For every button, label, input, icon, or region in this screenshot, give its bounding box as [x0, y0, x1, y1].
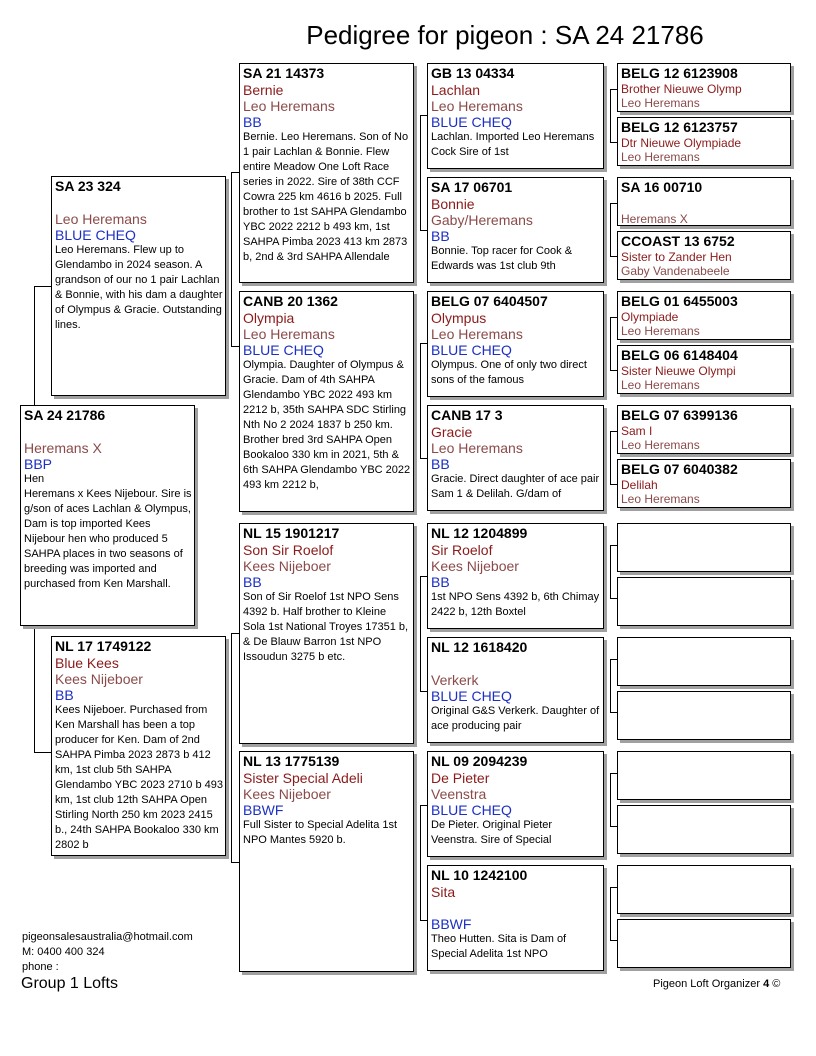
- pigeon-name: Sister Special Adeli: [243, 770, 363, 786]
- pedigree-notes: 1st NPO Sens 4392 b, 6th Chimay 2422 b, 12th Boxtel: [431, 591, 600, 618]
- ddd-card[interactable]: [427, 865, 604, 971]
- breeder: Leo Heremans: [621, 378, 700, 392]
- breeder: Heremans X: [621, 212, 688, 226]
- connector-line: [420, 805, 427, 806]
- contact-mobile: M: 0400 400 324: [22, 946, 105, 958]
- pigeon-name: Sister Nieuwe Olympi: [621, 364, 736, 378]
- ring-number: BELG 07 6404507: [431, 293, 548, 309]
- connector-line: [34, 752, 51, 753]
- g4-card-empty[interactable]: [617, 637, 791, 686]
- pigeon-name: Olympia: [243, 310, 295, 326]
- pigeon-name: De Pieter: [431, 770, 490, 786]
- connector-line: [420, 691, 427, 692]
- ring-number: CANB 20 1362: [243, 293, 338, 309]
- g4-card-empty[interactable]: [617, 577, 791, 626]
- connector-line: [231, 862, 239, 863]
- connector-line: [610, 773, 617, 774]
- connector-line: [610, 431, 617, 432]
- pigeon-color: BB: [243, 114, 262, 130]
- breeder: Leo Heremans: [431, 326, 523, 342]
- footer-version: 4: [763, 978, 770, 990]
- breeder: Verkerk: [431, 672, 479, 688]
- breeder: Leo Heremans: [621, 492, 700, 506]
- dam-sire-card[interactable]: [239, 523, 414, 744]
- pigeon-color: BB: [243, 574, 262, 590]
- connector-line: [420, 920, 427, 921]
- pigeon-name: [621, 196, 788, 212]
- page-title: Pedigree for pigeon : SA 24 21786: [306, 20, 704, 50]
- pedigree-notes: Full Sister to Special Adelita 1st NPO Mantes 5920 b.: [243, 819, 398, 846]
- pigeon-name: Brother Nieuwe Olymp: [621, 82, 742, 96]
- ring-number: NL 13 1775139: [243, 753, 340, 769]
- pedigree-notes: Original G&S Verkerk. Daughter of ace producing pair: [431, 705, 600, 732]
- connector-line: [34, 626, 35, 752]
- contact-info: [22, 930, 193, 975]
- breeder: Leo Heremans: [621, 324, 700, 338]
- ring-number: BELG 12 6123757: [621, 119, 738, 135]
- footer-copyright: ©: [772, 978, 781, 990]
- pigeon-color: BBP: [24, 456, 53, 472]
- connector-line: [610, 142, 617, 143]
- pigeon-name: Son Sir Roelof: [243, 542, 334, 558]
- breeder: Kees Nijeboer: [55, 671, 143, 687]
- connector-line: [610, 545, 611, 599]
- ring-number: NL 12 1204899: [431, 525, 528, 541]
- breeder: Gaby Vandenabeele: [621, 264, 730, 278]
- connector-line: [610, 887, 617, 888]
- g4-card[interactable]: [617, 231, 791, 280]
- g4-card[interactable]: [617, 405, 791, 454]
- connector-line: [420, 576, 421, 692]
- connector-line: [34, 286, 35, 405]
- g4-card-empty[interactable]: [617, 751, 791, 800]
- connector-line: [231, 633, 239, 634]
- pigeon-name: Lachlan: [431, 82, 481, 98]
- connector-line: [610, 431, 611, 485]
- pigeon-color: BLUE CHEQ: [431, 802, 512, 818]
- software-footer: [653, 978, 780, 990]
- sdd-card[interactable]: [427, 405, 604, 511]
- pigeon-color: BBWF: [243, 802, 284, 818]
- connector-line: [420, 343, 421, 459]
- ring-number: SA 24 21786: [24, 407, 106, 423]
- g4-card-empty[interactable]: [617, 805, 791, 854]
- breeder: Leo Heremans: [243, 326, 335, 342]
- connector-line: [610, 203, 611, 257]
- dds-card[interactable]: [427, 751, 604, 857]
- dss-card[interactable]: [427, 523, 604, 629]
- sss-card[interactable]: [427, 63, 604, 169]
- footer-app-name: Pigeon Loft Organizer: [653, 978, 761, 990]
- g4-card[interactable]: [617, 345, 791, 394]
- pedigree-notes: Lachlan. Imported Leo Heremans Cock Sire of 1st: [431, 131, 595, 158]
- pigeon-name: Bernie: [243, 82, 284, 98]
- contact-email[interactable]: pigeonsalesaustralia@hotmail.com: [22, 931, 193, 943]
- pigeon-name: [431, 656, 601, 672]
- pigeon-color: BLUE CHEQ: [431, 114, 512, 130]
- connector-line: [420, 343, 427, 344]
- connector-line: [420, 576, 427, 577]
- pedigree-notes: Gracie. Direct daughter of ace pair Sam 1 & Delilah. G/dam of: [431, 473, 600, 500]
- g4-card[interactable]: [617, 117, 791, 166]
- connector-line: [610, 545, 617, 546]
- pigeon-name: [24, 424, 192, 440]
- connector-line: [420, 230, 427, 231]
- pedigree-notes: Leo Heremans. Flew up to Glendambo in 2024 season. A grandson of our no 1 pair Lachlan & Bonnie, with his dam a daughter of Olympus & Gracie. Outstanding lines.: [55, 244, 223, 331]
- breeder: Gaby/Heremans: [431, 212, 533, 228]
- loft-name: Group 1 Lofts: [21, 975, 118, 992]
- ring-number: BELG 06 6148404: [621, 347, 738, 363]
- connector-line: [610, 940, 617, 941]
- connector-line: [610, 659, 617, 660]
- dam-card[interactable]: [51, 636, 226, 856]
- connector-line: [420, 458, 427, 459]
- pedigree-notes: De Pieter. Original Pieter Veenstra. Sire of Special: [431, 819, 553, 846]
- breeder: Leo Heremans: [621, 96, 700, 110]
- pigeon-color: BLUE CHEQ: [243, 342, 324, 358]
- connector-line: [610, 317, 611, 371]
- g4-card[interactable]: [617, 459, 791, 508]
- ring-number: NL 12 1618420: [431, 639, 528, 655]
- dsd-card[interactable]: [427, 637, 604, 743]
- connector-line: [610, 887, 611, 941]
- ring-number: SA 23 324: [55, 178, 121, 194]
- connector-line: [610, 712, 617, 713]
- connector-line: [34, 286, 51, 287]
- breeder: Leo Heremans: [431, 98, 523, 114]
- connector-line: [420, 115, 427, 116]
- connector-line: [610, 203, 617, 204]
- pigeon-name: Bonnie: [431, 196, 475, 212]
- breeder: Kees Nijeboer: [243, 558, 331, 574]
- g4-card-empty[interactable]: [617, 919, 791, 968]
- ring-number: CANB 17 3: [431, 407, 503, 423]
- connector-line: [610, 659, 611, 713]
- connector-line: [231, 633, 232, 863]
- breeder: Leo Heremans: [243, 98, 335, 114]
- pedigree-notes: Son of Sir Roelof 1st NPO Sens 4392 b. Half brother to Kleine Sola 1st National Troyes 17351 b, & De Blauw Barron 1st NPO Issoudun 3275 b etc.: [243, 591, 409, 663]
- subject-pigeon-card[interactable]: [20, 405, 195, 626]
- sire-sire-card[interactable]: [239, 63, 414, 283]
- ring-number: SA 16 00710: [621, 179, 703, 195]
- pigeon-name: Olympus: [431, 310, 487, 326]
- pedigree-notes: Bernie. Leo Heremans. Son of No 1 pair Lachlan & Bonnie. Flew entire Meadow One Loft Race series in 2022. Sire of 38th CCF Cowra 225 km 4616 b 2025. Full brother to 1st SAHPA Glendambo YBC 2022 2212 b 493 km, 1st SAHPA Pimba 2023 413 km 2873 b, 2nd & 3rd SAHPA Allendale: [243, 131, 409, 263]
- ring-number: NL 10 1242100: [431, 867, 528, 883]
- pigeon-name: Sam I: [621, 424, 653, 438]
- breeder: Kees Nijeboer: [431, 558, 519, 574]
- ring-number: BELG 07 6040382: [621, 461, 738, 477]
- pedigree-notes: Kees Nijeboer. Purchased from Ken Marshall has been a top producer for Ken. Dam of 2nd SAHPA Pimba 2023 2873 b 412 km, 1st club 5th SAHPA Glendambo YBC 2023 2710 b 493 km, 1st club 12th SAHPA Open Stirling North 250 km 2023 2415 b., 24th SAHPA Bookaloo 330 km 2802 b: [55, 704, 223, 851]
- ring-number: GB 13 04334: [431, 65, 515, 81]
- connector-line: [610, 484, 617, 485]
- pigeon-name: Olympiade: [621, 310, 679, 324]
- breeder: Leo Heremans: [621, 150, 700, 164]
- ssd-card[interactable]: [427, 177, 604, 283]
- pedigree-notes: Theo Hutten. Sita is Dam of Special Adelita 1st NPO: [431, 933, 567, 960]
- connector-line: [610, 598, 617, 599]
- ring-number: BELG 01 6455003: [621, 293, 738, 309]
- g4-card[interactable]: [617, 291, 791, 340]
- g4-card[interactable]: [617, 63, 791, 112]
- breeder: Heremans X: [24, 440, 102, 456]
- pigeon-name: Dtr Nieuwe Olympiade: [621, 136, 742, 150]
- breeder: Leo Heremans: [431, 440, 523, 456]
- pigeon-color: BBWF: [431, 916, 472, 932]
- ring-number: NL 09 2094239: [431, 753, 528, 769]
- sire-dam-card[interactable]: [239, 291, 414, 512]
- pigeon-name: Gracie: [431, 424, 473, 440]
- pedigree-notes: Olympia. Daughter of Olympus & Gracie. Dam of 4th SAHPA Glendambo YBC 2022 493 km 2212 b, 35th SAHPA SDC Stirling Nth No 2 2024 1837 b 250 km. Brother bred 3rd SAHPA Open Bookaloo 330 km in 2021, 5th & 6th SAHPA Glendambo YBC 2022 493 km 2212 b,: [243, 359, 411, 491]
- connector-line: [610, 256, 617, 257]
- ring-number: SA 17 06701: [431, 179, 513, 195]
- pigeon-name: Sir Roelof: [431, 542, 493, 558]
- pedigree-notes: Olympus. One of only two direct sons of the famous: [431, 359, 587, 386]
- pigeon-color: BB: [431, 574, 450, 590]
- connector-line: [610, 89, 611, 143]
- connector-line: [610, 773, 611, 827]
- pigeon-name: Sita: [431, 884, 456, 900]
- pigeon-name: [55, 195, 223, 211]
- pigeon-name: Sister to Zander Hen: [621, 250, 732, 264]
- pigeon-color: BB: [431, 228, 450, 244]
- ring-number: CCOAST 13 6752: [621, 233, 735, 249]
- pedigree-notes: Hen Heremans x Kees Nijebour. Sire is g/son of aces Lachlan & Olympus, Dam is top imported Kees Nijebour hen who produced 5 SAHPA places in two seasons of breeding was imported and purchased from Ken Marshall.: [24, 473, 192, 590]
- connector-line: [420, 115, 421, 231]
- breeder: Kees Nijeboer: [243, 786, 331, 802]
- pigeon-color: BB: [55, 687, 74, 703]
- pigeon-color: BLUE CHEQ: [431, 688, 512, 704]
- pigeon-color: BB: [431, 456, 450, 472]
- connector-line: [610, 826, 617, 827]
- connector-line: [231, 172, 232, 347]
- breeder: Leo Heremans: [55, 211, 147, 227]
- breeder: Veenstra: [431, 786, 487, 802]
- ring-number: BELG 07 6399136: [621, 407, 738, 423]
- connector-line: [610, 89, 617, 90]
- pigeon-color: BLUE CHEQ: [55, 227, 136, 243]
- connector-line: [231, 172, 239, 173]
- pigeon-name: Blue Kees: [55, 655, 119, 671]
- dam-dam-card[interactable]: [239, 751, 414, 972]
- ring-number: NL 17 1749122: [55, 638, 152, 654]
- breeder: Leo Heremans: [621, 438, 700, 452]
- sire-card[interactable]: [51, 176, 226, 396]
- pedigree-notes: Bonnie. Top racer for Cook & Edwards was 1st club 9th: [431, 245, 573, 272]
- connector-line: [610, 370, 617, 371]
- connector-line: [420, 805, 421, 921]
- g4-card-empty[interactable]: [617, 523, 791, 572]
- connector-line: [231, 346, 239, 347]
- ring-number: BELG 12 6123908: [621, 65, 738, 81]
- connector-line: [610, 317, 617, 318]
- breeder: [431, 900, 601, 916]
- ring-number: NL 15 1901217: [243, 525, 340, 541]
- g4-card-empty[interactable]: [617, 865, 791, 914]
- ring-number: SA 21 14373: [243, 65, 325, 81]
- pigeon-color: BLUE CHEQ: [431, 342, 512, 358]
- g4-card-empty[interactable]: [617, 691, 791, 740]
- contact-phone: phone :: [22, 961, 59, 973]
- sds-card[interactable]: [427, 291, 604, 397]
- pigeon-name: Delilah: [621, 478, 658, 492]
- g4-card[interactable]: [617, 177, 791, 226]
